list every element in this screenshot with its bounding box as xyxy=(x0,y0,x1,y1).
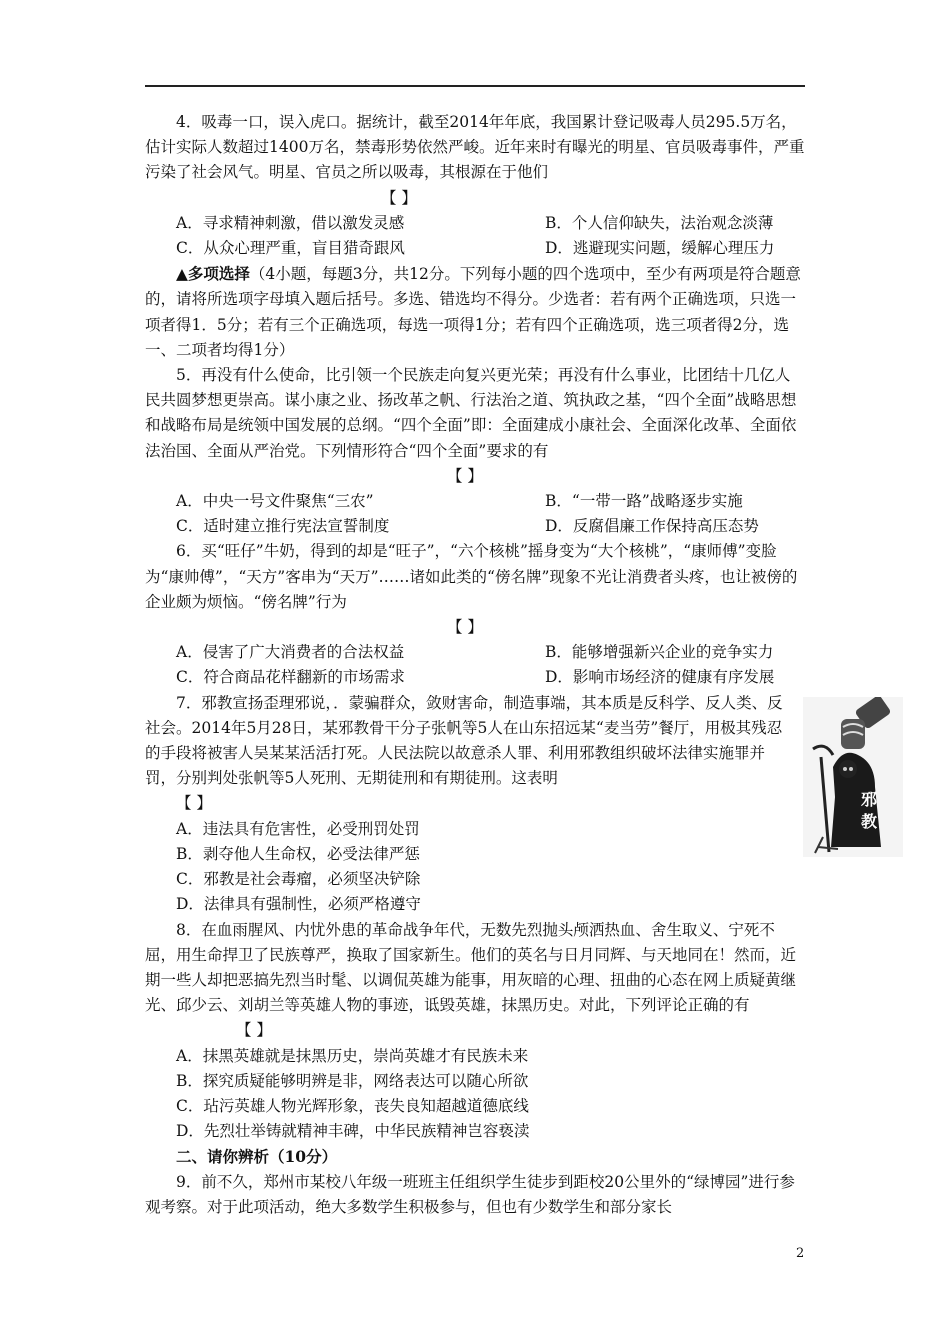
q5-option-b: B．“一带一路”战略逐步实施 xyxy=(545,492,743,511)
q7-option-b: B．剥夺他人生命权，必受法律严惩 xyxy=(176,844,420,863)
q7-bracket-line xyxy=(145,791,805,816)
q5-option-d: D．反腐倡廉工作保持高压态势 xyxy=(545,517,759,536)
page-number: 2 xyxy=(796,1246,805,1261)
section-2-title: 二、请你辨析（10分） xyxy=(176,1147,338,1167)
answer-bracket: 【 】 xyxy=(447,618,483,637)
q6-stem: 6．买“旺仔”牛奶，得到的却是“旺子”，“六个核桃”摇身变为“大个核桃”，“康师傅”变脸为“康帅傅”，“天方”客串为“天万”……诸如此类的“傍名牌”现象不光让消费者头疼，也让被傍的企业颇为烦恼。“傍名牌”行为 xyxy=(145,542,798,611)
cartoon-label: 邪 xyxy=(861,790,878,809)
q8-option-c: C．玷污英雄人物光辉形象，丧失良知超越道德底线 xyxy=(176,1096,529,1115)
q7-stem: 7．邪教宣扬歪理邪说，．蒙骗群众，敛财害命，制造事端，其本质是反科学、反人类、反社会。2014年5月28日，某邪教骨干分子张帆等5人在山东招远某“麦当劳”餐厅，用极其残忍的手段将被害人吴某某活活打死。人民法院以故意杀人罪、利用邪教组织破坏法律实施罪并罚，分别判处张帆等5人死刑、无期徒刑和有期徒刑。这表明 xyxy=(145,693,783,788)
multi-choice-title: ▲多项选择 xyxy=(176,264,250,284)
header-rule xyxy=(145,85,805,87)
answer-bracket: 【 】 xyxy=(176,794,212,813)
answer-bracket: 【 】 xyxy=(236,1021,272,1040)
q4-stem: 4．吸毒一口，误入虎口。据统计，截至2014年年底，我国累计登记吸毒人员295.5万名，估计实际人数超过1400万名，禁毒形势依然严峻。近年来时有曝光的明星、官员吸毒事件，严重污染了社会风气。明星、官员之所以吸毒，其根源在于他们 xyxy=(145,113,805,182)
q7-option-a: A．违法具有危害性，必受刑罚处罚 xyxy=(176,819,420,838)
q8-stem-text: 8．在血雨腥风、内忧外患的革命战争年代，无数先烈抛头颅洒热血、舍生取义、宁死不屈，用生命捍卫了民族尊严，换取了国家新生。他们的英名与日月同辉、与天地同在！然而，近期一些人却把恶搞先烈当时髦、以调侃英雄为能事，用灰暗的心理、扭曲的心态在网上质疑黄继光、邱少云、刘胡兰等英雄人物的事迹，诋毁英雄，抹黑历史。对此，下列评论正确的有 xyxy=(145,920,797,1015)
q4-bracket-line xyxy=(145,186,805,211)
q6-options-row-2 xyxy=(145,665,805,690)
cartoon-label: 教 xyxy=(861,812,878,831)
q6-options-row-1 xyxy=(145,640,805,665)
q4-options-row-1 xyxy=(145,211,805,236)
q4-option-c: C．从众心理严重，盲目猎奇跟风 xyxy=(176,239,405,258)
q8-option-a: A．抹黑英雄就是抹黑历史，崇尚英雄才有民族未来 xyxy=(176,1046,529,1065)
q6-option-d: D．影响市场经济的健康有序发展 xyxy=(545,668,775,687)
q8-stem xyxy=(145,918,805,1044)
cult-cartoon-illustration xyxy=(803,697,903,857)
q4-option-a: A．寻求精神刺激，借以激发灵感 xyxy=(176,213,405,232)
q6-bracket-line xyxy=(145,615,805,640)
q6-option-a: A．侵害了广大消费者的合法权益 xyxy=(176,643,405,662)
q7-option-d: D．法律具有强制性，必须严格遵守 xyxy=(176,895,421,914)
q5-option-a: A．中央一号文件聚焦“三农” xyxy=(176,492,374,511)
multi-choice-instructions xyxy=(114,261,805,363)
q5-option-c: C．适时建立推行宪法宣誓制度 xyxy=(176,517,390,536)
q4-option-d: D．逃避现实问题，缓解心理压力 xyxy=(545,239,775,258)
page-content xyxy=(145,110,805,1220)
q6-option-b: B．能够增强新兴企业的竞争实力 xyxy=(545,643,774,662)
q8-option-b: B．探究质疑能够明辨是非，网络表达可以随心所欲 xyxy=(176,1071,529,1090)
q7-option-c: C．邪教是社会毒瘤，必须坚决铲除 xyxy=(176,870,421,889)
q5-stem: 5．再没有什么使命，比引领一个民族走向复兴更光荣；再没有什么事业，比团结十几亿人民共圆梦想更崇高。谋小康之业、扬改革之帆、行法治之道、筑执政之基，“四个全面”战略思想和战略布局是统领中国发展的总纲。“四个全面”即：全面建成小康社会、全面深化改革、全面依法治国、全面从严治党。下列情形符合“四个全面”要求的有 xyxy=(145,366,797,460)
q5-options-row-2 xyxy=(145,514,805,539)
multi-choice-desc: （4小题，每题3分，共12分。下列每小题的四个选项中，至少有两项是符合题意的，请将所选项字母填入题后括号。多选、错选均不得分。少选者：若有两个正确选项，只选一项者得1．5分；若有三个正确选项，每选一项得1分；若有四个正确选项，选三项者得2分，选一、二项者均得1分） xyxy=(145,265,801,359)
q4-option-b: B．个人信仰缺失，法治观念淡薄 xyxy=(545,213,774,232)
q6-option-c: C．符合商品花样翻新的市场需求 xyxy=(176,668,405,687)
answer-bracket: 【 】 xyxy=(447,466,483,485)
q8-option-d: D．先烈壮举铸就精神丰碑，中华民族精神岂容亵渎 xyxy=(176,1122,530,1141)
q5-bracket-line xyxy=(145,464,805,489)
cult-cartoon-image xyxy=(803,697,903,857)
q9-stem: 9．前不久，郑州市某校八年级一班班主任组织学生徒步到距校20公里外的“绿博园”进行参观考察。对于此项活动，绝大多数学生积极参与，但也有少数学生和部分家长 xyxy=(145,1172,795,1216)
q4-options-row-2 xyxy=(145,236,805,261)
q5-options-row-1 xyxy=(145,489,805,514)
answer-bracket: 【 】 xyxy=(381,188,417,207)
